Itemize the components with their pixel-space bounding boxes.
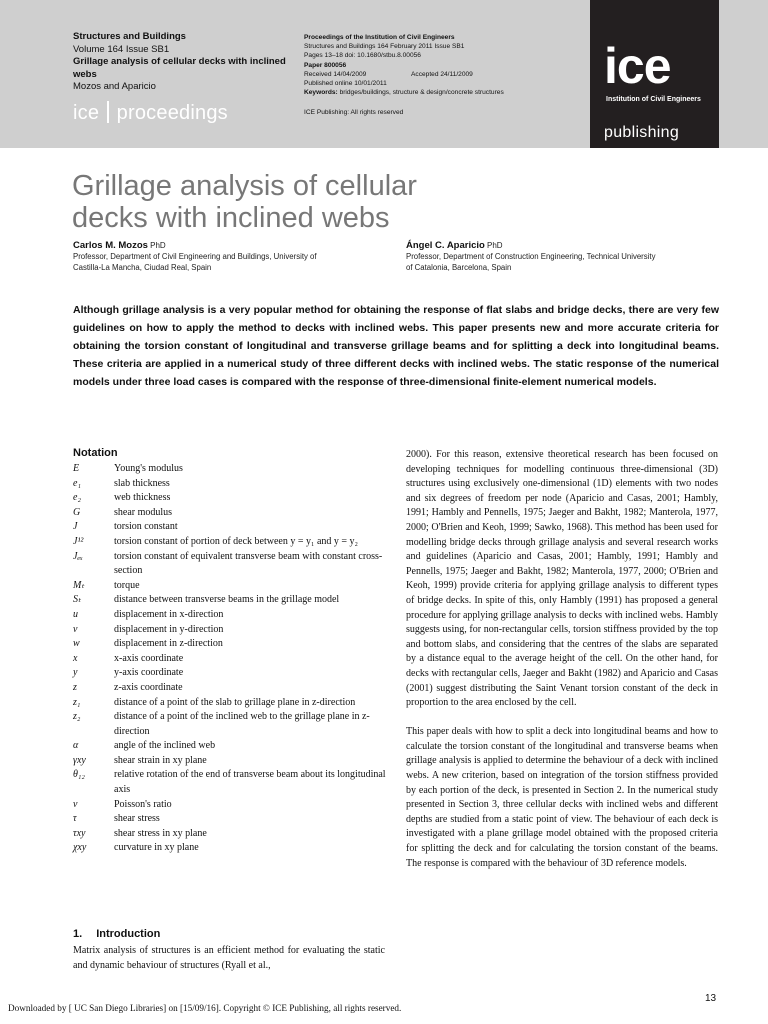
notation-row (73, 608, 393, 623)
notation-symbol: J¹² (73, 535, 84, 547)
brand-ice: ice (73, 102, 100, 124)
notation-row (73, 579, 393, 594)
ice-publishing-logo (590, 0, 719, 148)
notation-row (73, 754, 393, 769)
notation-description: torsion constant of portion of deck between y = y₁ and y = y₂ (114, 535, 359, 547)
notation-symbol: ν (73, 798, 78, 810)
notation-heading: Notation (73, 447, 118, 459)
author-name: Ángel C. Aparicio (406, 240, 485, 251)
journal-header (0, 0, 768, 148)
notation-row (73, 593, 393, 608)
notation-row (73, 739, 393, 754)
notation-description: shear stress (114, 813, 160, 825)
notation-row (73, 710, 393, 739)
notation-description: y-axis coordinate (114, 667, 184, 679)
notation-symbol: e₁ (73, 477, 81, 489)
author-affiliation: of Catalonia, Barcelona, Spain (406, 263, 512, 272)
meta-line-1: Structures and Buildings 164 February 2011 Issue SB1 (304, 43, 465, 51)
notation-symbol: e₂ (73, 492, 81, 504)
notation-symbol: α (73, 740, 79, 752)
notation-list (73, 462, 393, 856)
header-meta (304, 33, 589, 118)
article-title (72, 170, 592, 234)
notation-row (73, 520, 393, 535)
notation-row (73, 652, 393, 667)
notation-symbol: u (73, 608, 78, 620)
notation-description: relative rotation of the end of transverse beam about its longitudinal axis (114, 769, 386, 796)
right-column (406, 448, 718, 871)
notation-description: distance of a point of the inclined web to the grillage plane in z-direction (114, 711, 370, 737)
notation-symbol: v (73, 623, 78, 635)
author-block-1 (73, 240, 393, 273)
dates-row (304, 70, 589, 79)
notation-description: curvature in xy plane (114, 842, 199, 854)
notation-description: torque (114, 579, 140, 591)
notation-symbol: G (73, 506, 81, 518)
header-left (73, 31, 293, 94)
ice-proceedings-brand (73, 101, 228, 125)
section-title: Introduction (96, 928, 161, 940)
notation-row (73, 798, 393, 813)
notation-symbol: Jₑₓ (73, 550, 83, 562)
author-name: Carlos M. Mozos (73, 240, 148, 251)
proceedings-title: Proceedings of the Institution of Civil Engineers (304, 34, 455, 41)
keywords-value: bridges/buildings, structure & design/concrete structures (339, 89, 504, 97)
title-line-1: Grillage analysis of cellular (72, 170, 417, 202)
body-paragraph: 2000). For this reason, extensive theoretical research has been focused on developing techniques for modelling continuous three-dimensional (3D) structures using exclusively one-dimensional (1D) elements with two nodes and six degrees of freedom per node (Aparicio and Casas, 2001; Hambly, 1991; Hambly and Pennells, 1975; Jaeger and Bakht, 1982; Manterola, 1977, 2000; O'Brien and Keoh, 1999; Sawko, 1968). This method has been used for modelling bridge decks through grillage analysis and several research works and guidelines (Aparicio and Casas, 2001; Hambly, 1991; Hambly and Pennells, 1975; Jaeger and Bakht, 1982; Manterola, 1977, 2000; O'Brien and Keoh, 1999) provide criteria for applying grillage analysis to different types of bridge decks. In spite of this, only Hambly (1991) has proposed a general procedure for applying grillage analysis to decks with inclined webs. Hambly suggests using, for non-rectangular cells, torsion stiffness provided by the top and bottom slabs, and considering that the centres of the slabs are separated by a distance equal to the average height of the cell. On the other hand, for decks with rectangular cells, Jaeger and Bakht (1982) and Aparicio and Casas (2001) suggest distributing the Saint Venant torsion constant of the deck in proportion to the area enclosed by the cell. (406, 449, 718, 709)
journal-name: Structures and Buildings (73, 31, 186, 42)
notation-symbol: z₁ (73, 696, 81, 708)
abstract: Although grillage analysis is a very popular method for obtaining the response of flat slabs and bridge decks, there are very few guidelines on how to apply the method to decks with inclined webs. This paper presents new and more accurate criteria for obtaining the torsion constant of longitudinal and transverse grillage beams and for splitting a deck into longitudinal beams. These criteria are applied in a numerical study of three different decks with inclined webs. The static response of the numerical models under three load cases is compared with the response of three-dimensional finite-element numerical models. (73, 304, 719, 388)
notation-description: web thickness (114, 492, 171, 504)
notation-description: torsion constant (114, 521, 178, 533)
notation-row (73, 696, 393, 711)
logo-publishing: publishing (604, 124, 680, 141)
notation-row (73, 681, 393, 696)
brand-separator (107, 101, 109, 123)
logo-ice-mark: ice (604, 38, 671, 94)
keywords-label: Keywords: (304, 89, 338, 97)
header-authors: Mozos and Aparicio (73, 81, 156, 92)
accepted-date: Accepted 24/11/2009 (411, 70, 473, 78)
notation-description: displacement in z-direction (114, 638, 223, 650)
author-affiliation: Professor, Department of Civil Engineering and Buildings, University of (73, 252, 317, 261)
notation-description: Poisson's ratio (114, 798, 172, 810)
journal-volume: Volume 164 Issue SB1 (73, 43, 170, 55)
page-number: 13 (705, 993, 717, 1004)
received-date: Received 14/04/2009 (304, 70, 367, 78)
notation-row (73, 506, 393, 521)
notation-row (73, 637, 393, 652)
notation-description: distance of a point of the slab to grillage plane in z-direction (114, 696, 356, 708)
notation-symbol: w (73, 638, 80, 650)
intro-paragraph: Matrix analysis of structures is an efficient method for evaluating the static and dynamic behaviour of structures (Ryall et al., (73, 945, 385, 971)
notation-symbol: x (73, 652, 78, 664)
notation-row (73, 841, 393, 856)
meta-line-2: Pages 13–18 doi: 10.1680/stbu.8.00056 (304, 52, 421, 60)
notation-row (73, 491, 393, 506)
notation-symbol: τ (73, 813, 77, 825)
notation-description: shear stress in xy plane (114, 827, 207, 839)
header-article-title: Grillage analysis of cellular decks with inclined webs (73, 56, 286, 80)
published-date: Published online 10/01/2011 (304, 80, 387, 88)
notation-symbol: Mₜ (73, 579, 85, 591)
notation-description: torsion constant of equivalent transverse beam with constant cross-section (114, 550, 383, 577)
notation-description: z-axis coordinate (114, 681, 183, 693)
notation-description: shear modulus (114, 506, 173, 518)
notation-description: slab thickness (114, 477, 170, 489)
author-degree: PhD (487, 241, 503, 250)
notation-row (73, 550, 393, 579)
notation-symbol: z₂ (73, 711, 81, 723)
paper-number: Paper 800056 (304, 61, 347, 69)
notation-symbol: Sₜ (73, 594, 81, 606)
author-affiliation: Professor, Department of Construction Engineering, Technical University (406, 252, 656, 261)
notation-row (73, 462, 393, 477)
notation-row (73, 477, 393, 492)
rights-text: ICE Publishing: All rights reserved (304, 109, 404, 117)
notation-symbol: E (73, 463, 80, 474)
notation-symbol: χxy (73, 842, 87, 854)
notation-symbol: θ₁₂ (73, 769, 85, 781)
notation-description: displacement in x-direction (114, 608, 224, 620)
notation-description: distance between transverse beams in the grillage model (114, 594, 340, 606)
notation-row (73, 812, 393, 827)
section-number: 1. (73, 928, 83, 940)
notation-description: shear strain in xy plane (114, 754, 207, 766)
notation-description: angle of the inclined web (114, 740, 216, 752)
notation-row (73, 623, 393, 638)
body-paragraph: This paper deals with how to split a deck into longitudinal beams and how to calculate the torsion constant of the longitudinal and transverse beams when grillage analysis is applied to determine the behaviour of a deck with inclined webs. A new criterion, based on integration of the torsion stiffness provided by each portion of the deck, is presented in Section 2. In the numerical study presented in Section 3, three cellular decks with inclined webs and different depths are studied from a static point of view. The behaviour of each deck is investigated with a plane grillage model obtained with the proposed criteria for splitting the deck and for calculating the torsion constant of the beams. The response is compared with the behaviour of 3D reference models. (406, 726, 718, 869)
brand-proceedings: proceedings (116, 102, 228, 124)
download-footer: Downloaded by [ UC San Diego Libraries] on [15/09/16]. Copyright © ICE Publishing, all rights reserved. (8, 1003, 402, 1013)
keywords-row (304, 88, 589, 97)
section-heading (73, 928, 160, 940)
notation-row (73, 535, 393, 550)
notation-row (73, 827, 393, 842)
notation-symbol: z (73, 681, 77, 693)
author-affiliation: Castilla-La Mancha, Ciudad Real, Spain (73, 263, 212, 272)
logo-subtitle: Institution of Civil Engineers (606, 96, 701, 103)
notation-symbol: γxy (73, 754, 86, 766)
notation-symbol: τxy (73, 827, 86, 839)
notation-description: displacement in y-direction (114, 623, 224, 635)
notation-description: Young's modulus (114, 463, 183, 474)
title-line-2: decks with inclined webs (72, 202, 390, 234)
author-degree: PhD (150, 241, 166, 250)
notation-row (73, 768, 393, 797)
notation-symbol: y (73, 667, 78, 679)
notation-description: x-axis coordinate (114, 652, 184, 664)
author-block-2 (406, 240, 726, 273)
notation-row (73, 666, 393, 681)
notation-symbol: J (73, 521, 78, 533)
